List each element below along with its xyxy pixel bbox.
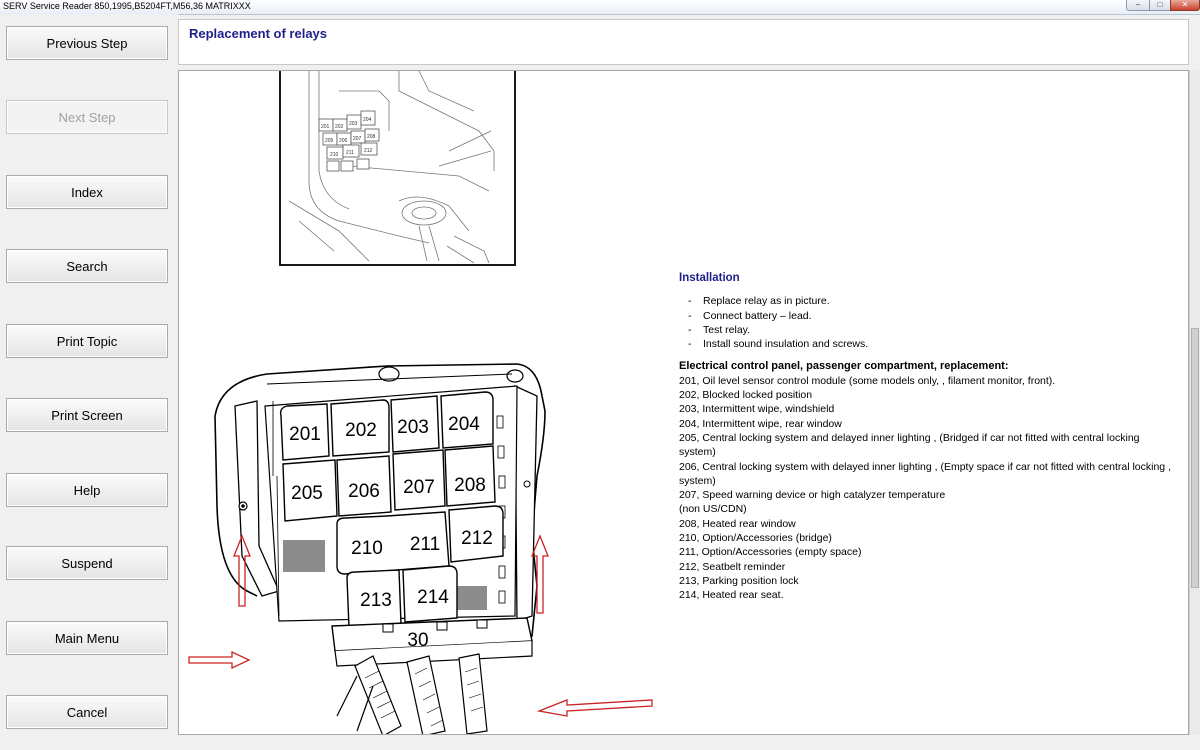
- arrow-left-icon: [539, 700, 652, 716]
- topic-header: [178, 19, 1189, 65]
- minimize-button[interactable]: –: [1126, 0, 1150, 11]
- scrollbar-thumb[interactable]: [1191, 328, 1199, 588]
- print-screen-button[interactable]: Print Screen: [6, 398, 168, 432]
- main-menu-button[interactable]: Main Menu: [6, 621, 168, 655]
- relay-label-30: 30: [407, 630, 429, 651]
- sidebar-navigation: [0, 14, 178, 750]
- relay-box-diagram: [187, 356, 657, 735]
- cancel-button[interactable]: Cancel: [6, 695, 168, 729]
- help-button[interactable]: Help: [6, 473, 168, 507]
- mini-label-211: 211: [346, 150, 354, 156]
- search-button[interactable]: Search: [6, 249, 168, 283]
- vertical-scrollbar[interactable]: [1189, 70, 1200, 735]
- next-step-button[interactable]: Next Step: [6, 100, 168, 134]
- relay-item: 207, Speed warning device or high catalyzer temperature: [679, 489, 946, 502]
- relay-label-214: 214: [417, 587, 449, 608]
- relay-label-213: 213: [360, 590, 392, 611]
- relay-label-207: 207: [403, 477, 435, 498]
- index-button[interactable]: Index: [6, 175, 168, 209]
- relay-label-206: 206: [348, 481, 380, 502]
- mini-label-208: 208: [367, 134, 376, 140]
- mini-label-206: 206: [339, 138, 348, 144]
- mini-label-202: 202: [335, 124, 344, 130]
- suspend-button[interactable]: Suspend: [6, 546, 168, 580]
- relay-item: 211, Option/Accessories (empty space): [679, 546, 862, 559]
- relay-label-201: 201: [289, 424, 321, 445]
- mini-label-203: 203: [349, 121, 358, 127]
- maximize-button[interactable]: □: [1149, 0, 1171, 11]
- window-title: SERV Service Reader 850,1995,B5204FT,M56,36 MATRIXXX: [3, 1, 251, 11]
- relay-label-205: 205: [291, 483, 323, 504]
- installation-text: [679, 271, 1174, 603]
- relay-item: 203, Intermittent wipe, windshield: [679, 403, 835, 416]
- mini-label-205: 205: [325, 138, 334, 144]
- mini-label-204: 204: [363, 117, 372, 123]
- relay-location-diagram: [279, 71, 519, 267]
- relay-item: 205, Central locking system and delayed inner lighting , (Bridged if car not fitted with central locking system): [679, 431, 1140, 459]
- arrow-right-icon: [189, 652, 249, 668]
- relay-label-212: 212: [461, 528, 493, 549]
- list-item: - Connect battery – lead.: [688, 309, 812, 322]
- window-title-bar: [0, 0, 1200, 15]
- topic-content: [178, 70, 1189, 735]
- relay-label-202: 202: [345, 420, 377, 441]
- relay-item: 214, Heated rear seat.: [679, 589, 784, 602]
- relay-item: 204, Intermittent wipe, rear window: [679, 417, 842, 430]
- relay-item: 208, Heated rear window: [679, 517, 796, 530]
- close-button[interactable]: ✕: [1170, 0, 1200, 11]
- relay-item: (non US/CDN): [679, 503, 747, 516]
- relay-label-203: 203: [397, 417, 429, 438]
- relay-label-208: 208: [454, 475, 486, 496]
- panel-heading: Electrical control panel, passenger compartment, replacement:: [679, 360, 1009, 373]
- installation-heading: Installation: [679, 272, 740, 284]
- relay-item: 213, Parking position lock: [679, 574, 799, 587]
- previous-step-button[interactable]: Previous Step: [6, 26, 168, 60]
- relay-item: 202, Blocked locked position: [679, 389, 813, 402]
- mini-label-210: 210: [330, 152, 339, 158]
- list-item: - Replace relay as in picture.: [688, 295, 830, 308]
- page-title: Replacement of relays: [189, 26, 328, 41]
- list-item: - Install sound insulation and screws.: [688, 338, 869, 351]
- mini-label-212: 212: [364, 148, 373, 154]
- relay-item: 212, Seatbelt reminder: [679, 560, 786, 573]
- relay-item: 210, Option/Accessories (bridge): [679, 532, 832, 545]
- relay-label-210: 210: [351, 538, 383, 559]
- relay-label-211: 211: [409, 534, 441, 555]
- relay-item: 201, Oil level sensor control module (some models only, , filament monitor, front).: [679, 374, 1056, 387]
- print-topic-button[interactable]: Print Topic: [6, 324, 168, 358]
- relay-item: 206, Central locking system with delayed inner lighting , (Empty space if car not fitted with central locking , system): [679, 460, 1171, 487]
- arrow-up-right-icon: [532, 536, 548, 613]
- installation-steps: [679, 294, 1174, 351]
- mini-label-207: 207: [353, 136, 362, 142]
- relay-label-204: 204: [448, 414, 480, 435]
- list-item: - Test relay.: [688, 323, 751, 336]
- mini-label-201: 201: [321, 124, 330, 130]
